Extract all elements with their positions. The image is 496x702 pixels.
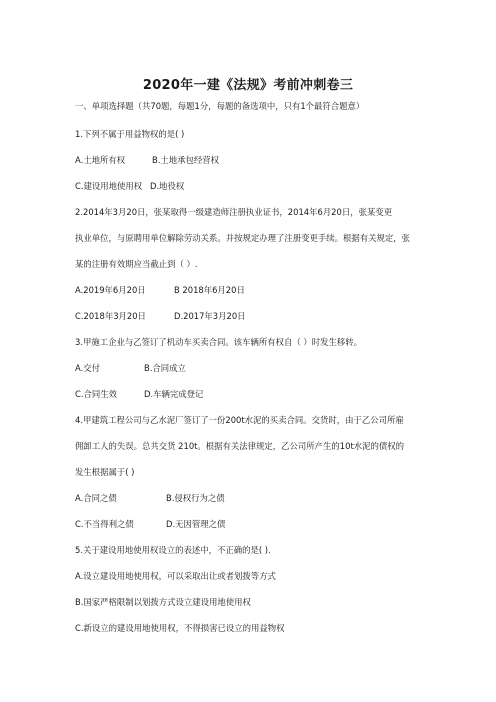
question-stem: 某的注册有效期应当截止到（ ）.	[75, 259, 198, 269]
option-a: A.合同之债	[75, 493, 117, 503]
option-c: C.合同生效	[75, 389, 118, 399]
question-stem: 5.关于建设用地使用权设立的表述中，不正确的是( ).	[75, 545, 271, 555]
question-stem: 4.甲建筑工程公司与乙水泥厂签订了一份200t水泥的买卖合同。交货时，由于乙公司所雇	[75, 415, 404, 425]
question-stem: 3.甲施工企业与乙签订了机动车买卖合同。该车辆所有权自（ ）时发生移转。	[75, 337, 363, 347]
option-b: B 2018年6月20日	[174, 285, 245, 295]
option-a: A.2019年6月20日	[75, 285, 146, 295]
option-b: B.土地承包经营权	[152, 155, 220, 165]
option-a: A.交付	[75, 363, 100, 373]
option-b: B.合同成立	[144, 363, 186, 373]
option-d: D.车辆完成登记	[144, 389, 204, 399]
question-stem: 2.2014年3月20日，张某取得一级建造师注册执业证书，2014年6月20日，张某变更	[75, 207, 393, 217]
option-b: B.国家严格限制以划拨方式设立建设用地使用权	[75, 597, 251, 607]
question-stem: 发生根据属于( )	[75, 467, 135, 477]
option-b: B.侵权行为之债	[166, 493, 225, 503]
question-stem: 佣卸工人的失误。总共交货 210t。根据有关法律规定，乙公司所产生的10t水泥的债权的	[75, 441, 404, 451]
page-title: 2020年一建《法规》考前冲刺卷三	[142, 78, 354, 93]
option-a: A.土地所有权	[75, 155, 126, 165]
question-stem: 执业单位，与原聘用单位解除劳动关系。并按规定办理了注册变更手续。根据有关规定，张	[75, 233, 410, 243]
option-c: C.建设用地使用权	[75, 181, 143, 191]
option-c: C.不当得利之债	[75, 519, 134, 529]
option-c: C.2018年3月20日	[75, 311, 146, 321]
option-a: A.设立建设用地使用权，可以采取出让或者划拨等方式	[75, 571, 276, 581]
option-d: D.2017年3月20日	[174, 311, 246, 321]
option-c: C.新设立的建设用地使用权，不得损害已设立的用益物权	[75, 623, 285, 633]
option-d: D.地役权	[150, 181, 185, 191]
option-d: D.无因管理之债	[166, 519, 226, 529]
question-stem: 1.下列不属于用益物权的是( )	[75, 129, 185, 139]
section-heading: 一、单项选择题（共70题，每题1分，每题的备选项中，只有1个最符合题意）	[75, 101, 365, 111]
